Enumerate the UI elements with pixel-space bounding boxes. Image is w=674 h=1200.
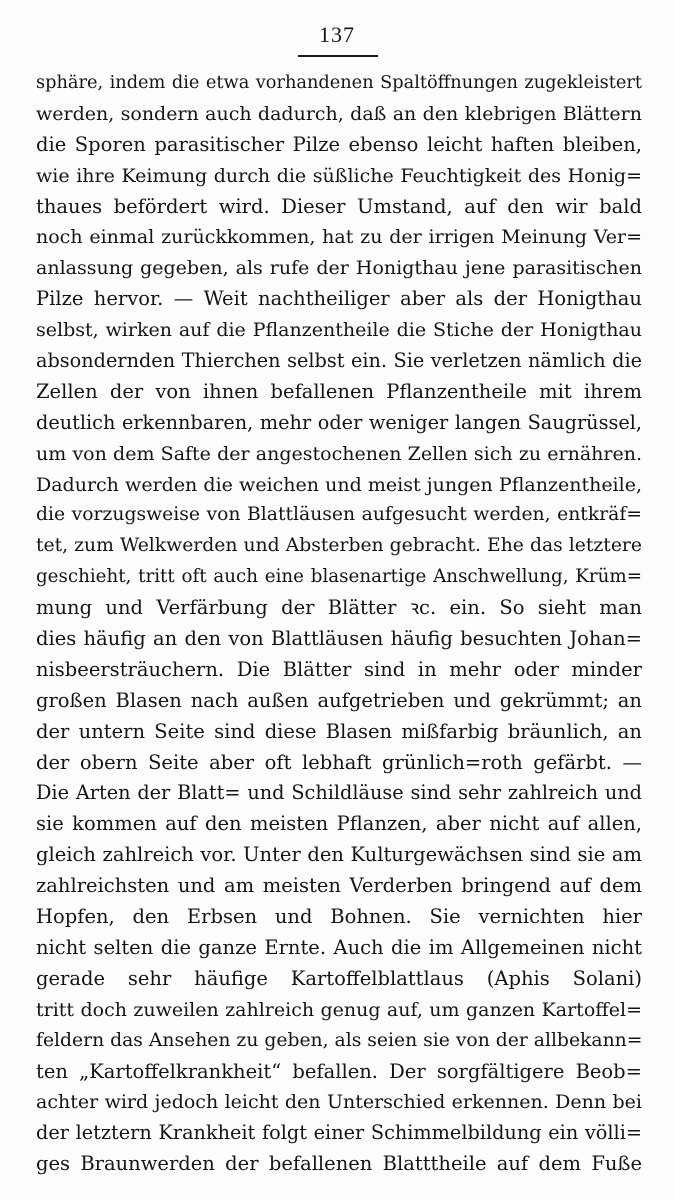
text-line: Zellen der von ihnen befallenen Pflanzentheile mit ihrem bbox=[36, 379, 642, 403]
text-line: Die Arten der Blatt= und Schildläuse sind sehr zahlreich und bbox=[36, 781, 642, 805]
text-line: werden, sondern auch dadurch, daß an den klebrigen Blättern bbox=[36, 102, 642, 125]
text-line: gerade sehr häufige Kartoffelblattlaus (Aphis Solani) bbox=[36, 966, 642, 990]
text-line: der obern Seite aber oft lebhaft grünlich=roth gefärbt. — bbox=[36, 750, 642, 774]
text-line: zahlreichsten und am meisten Verderben bringend auf dem bbox=[36, 874, 642, 898]
text-line: um von dem Safte der angestochenen Zellen sich zu ernähren. bbox=[36, 442, 642, 465]
text-line: tritt doch zuweilen zahlreich genug auf, um ganzen Kartoffel= bbox=[36, 998, 642, 1021]
text-line: geschieht, tritt oft auch eine blasenartige Anschwellung, Krüm= bbox=[36, 566, 642, 588]
text-line: nicht selten die ganze Ernte. Auch die im Allgemeinen nicht bbox=[36, 935, 642, 959]
text-line: der untern Seite sind diese Blasen mißfarbig bräunlich, an bbox=[36, 719, 642, 743]
text-line: Hopfen, den Erbsen und Bohnen. Sie vernichten hier bbox=[36, 905, 642, 929]
header-rule bbox=[298, 55, 378, 57]
text-line: anlassung gegeben, als rufe der Honigthau jene parasitischen bbox=[36, 257, 642, 280]
text-line: dies häufig an den von Blattläusen häufig besuchten Johan= bbox=[36, 627, 642, 651]
body-text bbox=[36, 68, 642, 1180]
text-line: mung und Verfärbung der Blätter ꝛc. ein. So sieht man bbox=[36, 596, 642, 620]
text-line: sie kommen auf den meisten Pflanzen, aber nicht auf allen, bbox=[36, 812, 642, 836]
text-line: Pilze hervor. — Weit nachtheiliger aber als der Honigthau bbox=[36, 287, 642, 311]
text-line: feldern das Ansehen zu geben, als seien sie von der allbekann= bbox=[36, 1029, 642, 1051]
text-line: tet, zum Welkwerden und Absterben gebracht. Ehe das letztere bbox=[36, 535, 642, 557]
text-line: Dadurch werden die weichen und meist jungen Pflanzentheile, bbox=[36, 473, 642, 496]
text-line: der letztern Krankheit folgt einer Schimmelbildung ein völli= bbox=[36, 1121, 642, 1145]
text-line: selbst, wirken auf die Pflanzentheile die Stiche der Honigthau bbox=[36, 319, 642, 342]
text-line: achter wird jedoch leicht den Unterschied erkennen. Denn bei bbox=[36, 1091, 642, 1114]
text-line: noch einmal zurückkommen, hat zu der irrigen Meinung Ver= bbox=[36, 226, 642, 249]
text-line: sphäre, indem die etwa vorhandenen Spaltöffnungen zugekleistert bbox=[36, 73, 642, 93]
text-line: die vorzugsweise von Blattläusen aufgesucht werden, entkräf= bbox=[36, 504, 642, 526]
text-line: die Sporen parasitischer Pilze ebenso leicht haften bleiben, bbox=[36, 132, 642, 156]
text-line: thaues befördert wird. Dieser Umstand, auf den wir bald bbox=[36, 194, 642, 218]
text-line: großen Blasen nach außen aufgetrieben und gekrümmt; an bbox=[36, 688, 642, 712]
text-line: ten „Kartoffelkrankheit“ befallen. Der sorgfältigere Beob= bbox=[36, 1059, 642, 1083]
text-line: deutlich erkennbaren, mehr oder weniger langen Saugrüssel, bbox=[36, 410, 642, 434]
text-line: gleich zahlreich vor. Unter den Kulturgewächsen sind sie am bbox=[36, 843, 642, 867]
text-line: absondernden Thierchen selbst ein. Sie verletzen nämlich die bbox=[36, 349, 642, 373]
text-line: wie ihre Keimung durch die süßliche Feuchtigkeit des Honig= bbox=[36, 164, 642, 187]
text-line: ges Braunwerden der befallenen Blatttheile auf dem Fuße bbox=[36, 1152, 642, 1176]
page-number: 137 bbox=[319, 22, 355, 47]
text-line: nisbeersträuchern. Die Blätter sind in mehr oder minder bbox=[36, 657, 642, 681]
